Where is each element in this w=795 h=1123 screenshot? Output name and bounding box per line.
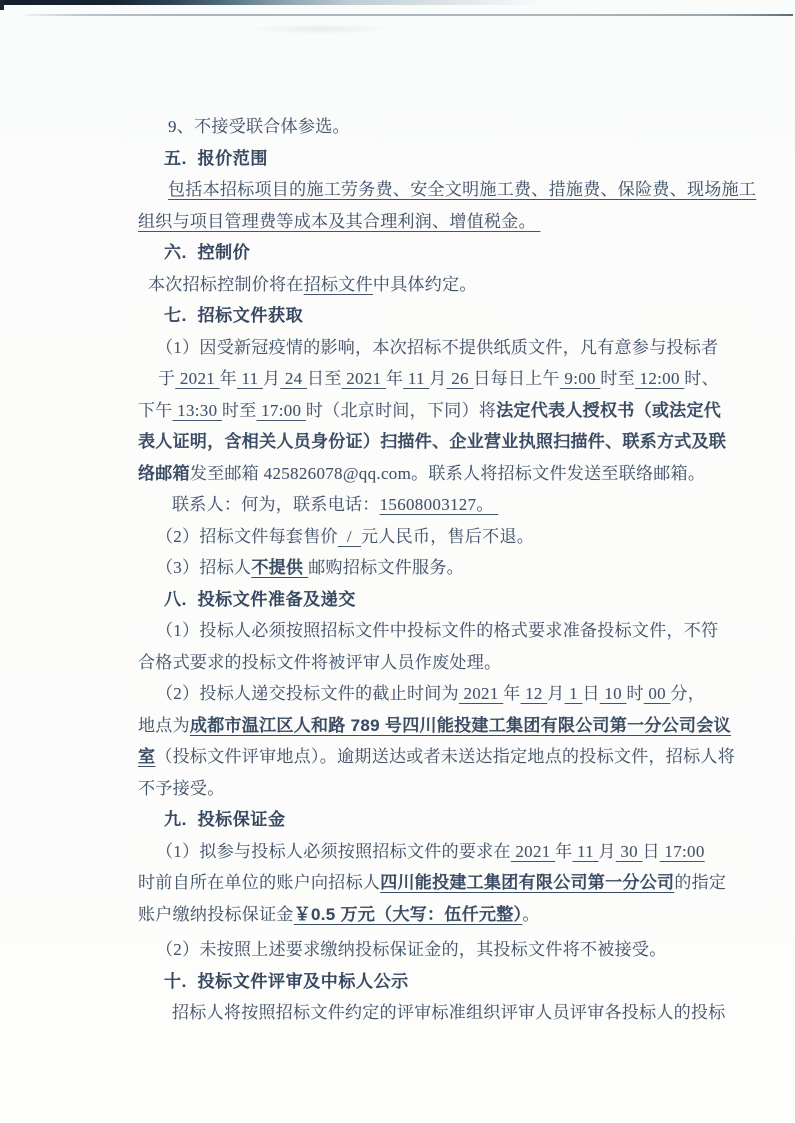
text-segment: 年 bbox=[503, 684, 521, 703]
document-line bbox=[138, 647, 748, 679]
text-segment: 室 bbox=[138, 747, 156, 766]
text-segment: / bbox=[337, 526, 362, 546]
text-segment: 日 bbox=[582, 684, 600, 703]
text-segment: 于 bbox=[158, 369, 176, 388]
text-segment: 招标人将按照招标文件约定的评审标准组织评审人员评审各投标人的投标 bbox=[172, 1003, 726, 1022]
scan-edge-artifact bbox=[0, 0, 565, 5]
document-line bbox=[138, 899, 748, 931]
text-segment: 24 bbox=[280, 369, 308, 388]
text-segment: 12 bbox=[520, 684, 548, 703]
document-line bbox=[138, 552, 748, 584]
text-segment: 时至 bbox=[600, 369, 635, 388]
text-segment: 11 bbox=[403, 369, 430, 388]
text-segment: 邮购招标文件服务。 bbox=[308, 558, 464, 577]
text-segment: 12:00 bbox=[635, 369, 685, 388]
document-line bbox=[138, 773, 748, 805]
document-line bbox=[138, 489, 748, 521]
document-line bbox=[138, 269, 748, 301]
text-segment: 月 bbox=[429, 369, 447, 388]
text-segment: 17:00 bbox=[659, 841, 705, 861]
text-segment: ￥0.5 万元（大写：伍仟元整） bbox=[293, 904, 523, 924]
document-line bbox=[138, 521, 748, 553]
text-segment: 成都市温江区人和路 789 号四川能投建工集团有限公司第一分公司会议 bbox=[189, 715, 731, 735]
text-segment: 15608003127。 bbox=[379, 495, 499, 514]
text-segment: 年 bbox=[385, 369, 404, 388]
section-heading bbox=[138, 966, 748, 998]
section-heading bbox=[138, 804, 748, 836]
text-segment: 26 bbox=[446, 369, 474, 388]
text-segment: 00 bbox=[643, 684, 671, 703]
text-segment: 2021 bbox=[175, 369, 220, 388]
document-content bbox=[138, 111, 757, 1029]
text-segment: 发至邮箱 425826078@qq.com。联系人将招标文件发送至联络邮箱。 bbox=[189, 463, 706, 483]
text-segment: 五. 报价范围 bbox=[164, 148, 268, 168]
text-segment: 组织与项目管理费等成本及其合理利润、增值税金。 bbox=[138, 211, 541, 231]
document-line bbox=[138, 836, 748, 868]
document-line bbox=[138, 997, 748, 1029]
text-segment: 月 bbox=[263, 369, 281, 388]
text-segment: 账户缴纳投标保证金 bbox=[138, 904, 294, 924]
text-segment: 下午 bbox=[138, 400, 173, 420]
text-segment: 包括本招标项目的施工劳务费、安全文明施工费、措施费、保险费、现场施工 bbox=[168, 180, 757, 199]
text-segment: 络邮箱 bbox=[138, 463, 190, 483]
section-heading bbox=[138, 300, 748, 332]
text-segment: 9、不接受联合体参选。 bbox=[168, 117, 350, 136]
text-segment: 中具体约定。 bbox=[372, 274, 477, 294]
scan-smudge bbox=[245, 24, 395, 34]
text-segment: 时至 bbox=[221, 400, 257, 420]
text-segment: 17:00 bbox=[256, 400, 306, 420]
text-segment: 日至 bbox=[307, 369, 342, 388]
text-segment: 四川能投建工集团有限公司第一分公司 bbox=[380, 873, 675, 892]
text-segment: 时（北京时间，下同）将 bbox=[305, 400, 497, 420]
text-segment: 10 bbox=[599, 684, 627, 703]
text-segment: 30 bbox=[615, 841, 643, 861]
text-segment: 11 bbox=[572, 841, 599, 861]
document-line bbox=[138, 458, 748, 490]
text-segment: （2）招标文件每套售价 bbox=[156, 526, 338, 546]
text-segment: 1 bbox=[564, 684, 583, 703]
text-segment: 联系人：何为，联系电话： bbox=[172, 495, 380, 514]
text-segment: 月 bbox=[547, 684, 565, 703]
document-line bbox=[138, 206, 748, 238]
text-segment: 十. 投标文件评审及中标人公示 bbox=[164, 971, 409, 991]
text-segment: 九. 投标保证金 bbox=[164, 810, 286, 829]
text-segment: 时前自所在单位的账户向招标人 bbox=[138, 873, 381, 892]
text-segment: 法定代表人授权书（或法定代 bbox=[496, 400, 722, 420]
text-segment: 时、 bbox=[684, 369, 719, 388]
text-segment: 八. 投标文件准备及递交 bbox=[164, 589, 356, 609]
text-segment: 11 bbox=[236, 369, 264, 388]
document-line bbox=[138, 678, 748, 710]
text-segment: 日每日上午 bbox=[473, 369, 560, 388]
text-segment: （1）拟参与投标人必须按照招标文件的要求在 bbox=[156, 841, 511, 861]
text-segment: 月 bbox=[598, 841, 616, 861]
scan-corner-artifact bbox=[0, 0, 4, 10]
text-segment: 年 bbox=[219, 369, 237, 388]
text-segment: 七. 招标文件获取 bbox=[164, 306, 304, 325]
text-segment: 2021 bbox=[458, 684, 504, 703]
document-line bbox=[138, 174, 757, 206]
document-line bbox=[138, 710, 748, 742]
text-segment: 表人证明，含相关人员身份证）扫描件、企业营业执照扫描件、联系方式及联 bbox=[138, 432, 727, 451]
text-segment: 招标文件 bbox=[303, 274, 373, 294]
text-segment: 六. 控制价 bbox=[164, 243, 251, 262]
document-line bbox=[138, 426, 748, 458]
text-segment: 本次招标控制价将在 bbox=[148, 274, 304, 294]
section-heading bbox=[138, 237, 748, 269]
document-line bbox=[138, 615, 748, 647]
text-segment: 合格式要求的投标文件将被评审人员作废处理。 bbox=[138, 652, 502, 672]
text-segment: 9:00 bbox=[559, 369, 601, 388]
text-segment: （1）因受新冠疫情的影响，本次招标不提供纸质文件，凡有意参与投标者 bbox=[156, 337, 719, 357]
text-segment: 时 bbox=[626, 684, 644, 703]
document-line bbox=[138, 934, 748, 966]
text-segment: （2）投标人递交投标文件的截止时间为 bbox=[156, 684, 459, 703]
text-segment: 不提供 bbox=[251, 558, 309, 577]
text-segment: 元人民币，售后不退。 bbox=[361, 526, 535, 546]
document-line bbox=[138, 363, 748, 395]
document-line bbox=[138, 111, 748, 143]
document-line bbox=[138, 395, 748, 427]
top-rule-line bbox=[25, 14, 793, 16]
text-segment: （1）投标人必须按照招标文件中投标文件的格式要求准备投标文件，不符 bbox=[156, 621, 719, 640]
section-heading bbox=[138, 584, 748, 616]
text-segment: 分， bbox=[670, 684, 706, 703]
text-segment: 2021 bbox=[341, 369, 386, 388]
text-segment: 不予接受。 bbox=[138, 778, 225, 798]
text-segment: （2）未按照上述要求缴纳投标保证金的，其投标文件将不被接受。 bbox=[156, 940, 667, 959]
text-segment: （3）招标人 bbox=[156, 558, 252, 577]
text-segment: 年 bbox=[555, 841, 573, 861]
text-segment: 的指定 bbox=[674, 873, 727, 892]
document-line bbox=[138, 332, 748, 364]
text-segment: 日 bbox=[642, 841, 660, 861]
document-line bbox=[138, 867, 748, 899]
text-segment: 地点为 bbox=[138, 715, 190, 735]
text-segment: 13:30 bbox=[172, 400, 222, 420]
text-segment: （投标文件评审地点）。逾期送达或者未送达指定地点的投标文件，招标人将 bbox=[155, 747, 736, 766]
document-line bbox=[138, 741, 748, 773]
section-heading bbox=[138, 143, 748, 175]
text-segment: 。 bbox=[522, 904, 540, 924]
text-segment: 2021 bbox=[510, 841, 556, 861]
